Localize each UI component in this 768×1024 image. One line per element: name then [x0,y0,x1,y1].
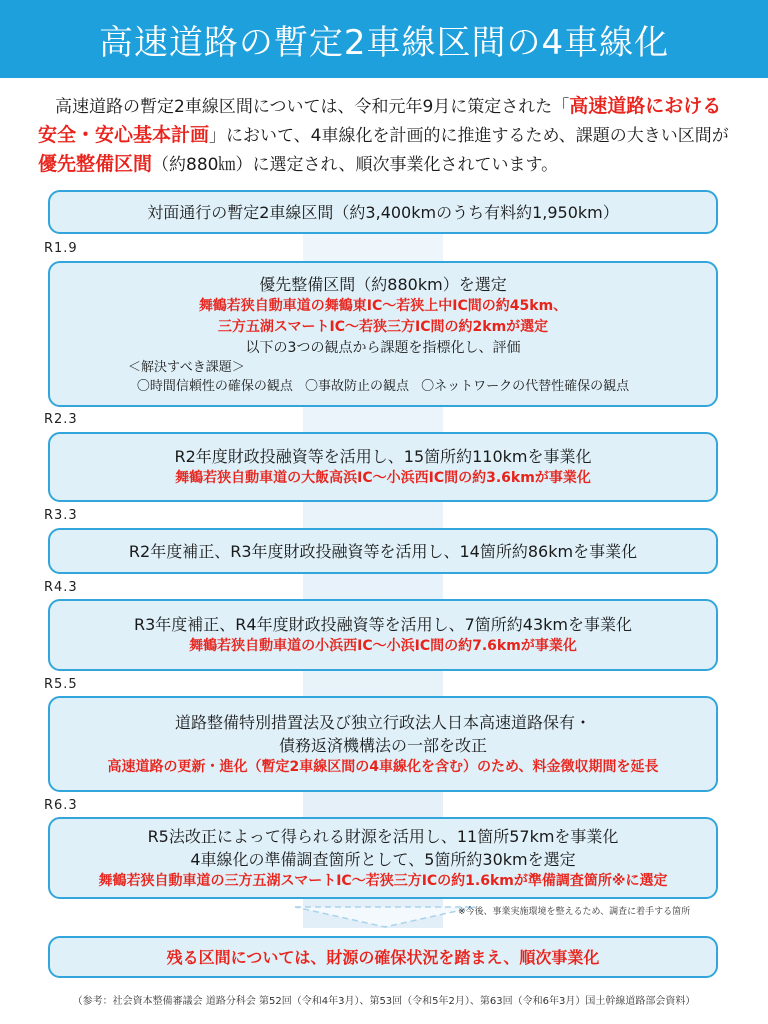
intro-text-b: 」において、4車線化を計画的に推進するため、課題の大きい区間が [209,126,729,146]
step-date: R2.3 [44,412,78,427]
intro-text-a: 高速道路の暫定2車線区間については、令和元年9月に策定された「 [55,97,570,117]
step-date: R1.9 [44,241,78,256]
intro-highlight-plan: 高速道路における安全・安心基本計画 [38,95,722,146]
step-red-text: 舞鶴若狭自動車道の大飯高浜IC～小浜西IC間の約3.6kmが事業化 [175,470,591,486]
step-main-text: 4車線化の準備調査箇所として、5箇所約30kmを選定 [190,849,576,869]
dashed-arrow-icon [290,904,480,930]
final-box [48,936,718,978]
source-note: （参考：社会資本整備審議会 道路分科会 第52回（令和4年3月）、第53回（令和5年2月）、第63回（令和6年3月）国土幹線道路部会資料） [72,996,696,1007]
step-red-text: 舞鶴若狭自動車道の舞鶴東IC～若狭上中IC間の約45km、 [198,297,568,314]
issue-item: 〇ネットワークの代替性確保の観点 [421,378,630,394]
intro-highlight-priority: 優先整備区間 [38,153,153,175]
step-red-text: 高速道路の更新・進化（暫定2車線区間の4車線化を含む）のため、料金徴収期間を延長 [107,758,659,775]
step-box-current [48,190,718,234]
step-main-text: R5法改正によって得られる財源を活用し、11箇所57kmを事業化 [147,826,619,846]
step-box-r2-3 [48,432,718,502]
step-main-text: R3年度補正、R4年度財政投融資等を活用し、7箇所約43kmを事業化 [134,615,632,634]
step-date: R5.5 [44,677,78,692]
issue-item: 〇事故防止の観点 [304,378,409,394]
step-main-text: 債務返済機構法の一部を改正 [278,735,487,755]
step-date: R6.3 [44,798,78,813]
step-box-r5-5 [48,696,718,792]
intro-text-c: （約880㎞）に選定され、順次事業化されています。 [152,155,559,175]
step-red-text: 舞鶴若狭自動車道の三方五湖スマートIC～若狭三方ICの約1.6kmが準備調査箇所※に選定 [98,872,668,889]
step-main-text: R2年度補正、R3年度財政投融資等を活用し、14箇所約86kmを事業化 [128,541,638,561]
issue-heading: ＜解決すべき課題＞ [128,359,245,375]
step-red-text: 三方五湖スマートIC～若狭三方IC間の約2kmが選定 [217,318,549,335]
issue-list [60,377,706,396]
step-red-text: 舞鶴若狭自動車道の小浜西IC～小浜IC間の約7.6kmが事業化 [189,638,577,654]
step-main-text: 対面通行の暫定2車線区間（約3,400kmのうち有料約1,950km） [147,202,619,222]
page-title: 高速道路の暫定2車線区間の4車線化 [98,22,670,63]
step-box-r3-3 [48,528,718,574]
issue-item: 〇時間信頼性の確保の観点 [136,378,293,394]
step-sub-text: 以下の3つの観点から課題を指標化し、評価 [245,339,521,356]
step-date: R3.3 [44,508,78,523]
title-banner [0,0,768,78]
intro-paragraph [38,92,738,179]
final-text: 残る区間については、財源の確保状況を踏まえ、順次事業化 [166,947,600,967]
step-box-r6-3 [48,817,718,899]
step-main-text: 優先整備区間（約880km）を選定 [259,274,507,294]
step-main-text: R2年度財政投融資等を活用し、15箇所約110kmを事業化 [174,447,592,466]
step-date: R4.3 [44,580,78,595]
step-box-r4-3 [48,599,718,671]
step-box-r1-9 [48,261,718,407]
footnote: ※今後、事業実施環境を整えるため、調査に着手する箇所 [458,907,691,917]
step-main-text: 道路整備特別措置法及び独立行政法人日本高速道路保有・ [174,712,591,732]
